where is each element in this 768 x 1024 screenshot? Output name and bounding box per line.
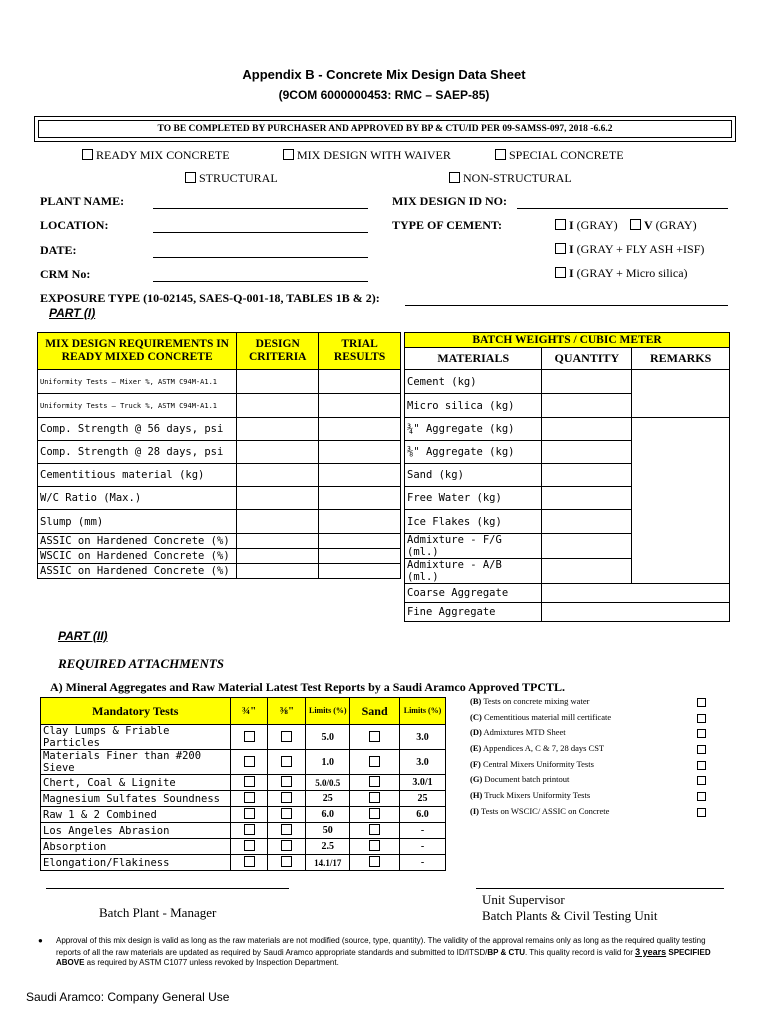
attachment-text: Cementitious material mill certificate (483, 711, 612, 722)
cement-option-micro-silica[interactable] (555, 266, 688, 281)
table-row (405, 603, 730, 622)
manager-signature-label: Batch Plant - Manager (99, 905, 217, 920)
checkbox-icon[interactable] (555, 219, 566, 230)
material-label: Fine Aggregate (405, 603, 542, 622)
list-item (470, 806, 740, 822)
material-label: Coarse Aggregate (405, 584, 542, 603)
supervisor-signature-line[interactable] (476, 888, 724, 889)
table-row (38, 418, 401, 441)
trial-result-cell[interactable] (319, 464, 401, 487)
checkbox-icon[interactable] (697, 776, 706, 785)
option-structural[interactable] (185, 171, 278, 186)
quantity-cell[interactable] (542, 559, 632, 584)
table-header-row (38, 333, 401, 370)
cement-type-label: TYPE OF CEMENT: (392, 218, 502, 232)
sand-limit: - (400, 823, 446, 839)
checkbox-icon[interactable] (555, 243, 566, 254)
trial-result-cell[interactable] (319, 441, 401, 464)
checkbox-icon[interactable] (697, 698, 706, 707)
cement-option-fly-ash[interactable] (555, 242, 704, 257)
design-criteria-cell[interactable] (237, 441, 319, 464)
cement-code: V (644, 218, 653, 232)
trial-result-cell[interactable] (319, 487, 401, 510)
cement-code: I (569, 266, 574, 280)
checkbox-icon[interactable] (281, 856, 292, 867)
coarse-limit: 5.0 (306, 725, 350, 750)
coarse-limit: 14.1/17 (306, 855, 350, 871)
checkbox-icon[interactable] (697, 808, 706, 817)
quantity-cell[interactable] (542, 603, 730, 622)
coarse-limit: 2.5 (306, 839, 350, 855)
checkbox-icon[interactable] (449, 172, 460, 183)
quantity-cell[interactable] (542, 534, 632, 559)
checkbox-icon[interactable] (281, 808, 292, 819)
row-label: Comp. Strength @ 28 days, psi (38, 441, 237, 464)
design-criteria-cell[interactable] (237, 564, 319, 579)
list-item (470, 712, 740, 728)
option-label: NON-STRUCTURAL (463, 171, 572, 185)
checkbox-icon[interactable] (369, 824, 380, 835)
cement-option-v-gray[interactable] (630, 218, 697, 233)
part-2-label: PART (II) (58, 629, 108, 643)
checkbox-icon[interactable] (697, 714, 706, 723)
column-header: Limits (%) (306, 698, 350, 725)
remarks-cell[interactable] (632, 370, 730, 418)
quantity-cell[interactable] (542, 370, 632, 394)
mandatory-tests-table (40, 697, 446, 871)
page-title: Appendix B - Concrete Mix Design Data Sheet (242, 67, 526, 82)
attachment-text: Document batch printout (484, 774, 570, 785)
design-criteria-cell[interactable] (237, 549, 319, 564)
exposure-label: EXPOSURE TYPE (10-02145, SAES-Q-001-18, TABLES 1B & 2): (40, 291, 380, 305)
option-non-structural[interactable] (449, 171, 572, 186)
trial-result-cell[interactable] (319, 394, 401, 418)
checkbox-icon[interactable] (244, 824, 255, 835)
checkbox-icon[interactable] (369, 776, 380, 787)
attachment-text: Admixtures MTD Sheet (483, 727, 566, 738)
attachment-code: (F) (470, 758, 481, 769)
required-attachments-heading: REQUIRED ATTACHMENTS (58, 656, 225, 671)
option-label: STRUCTURAL (199, 171, 278, 185)
quantity-cell[interactable] (542, 510, 632, 534)
coarse-limit: 6.0 (306, 807, 350, 823)
table-row (405, 418, 730, 441)
quantity-cell[interactable] (542, 464, 632, 487)
test-name: Materials Finer than #200 Sieve (41, 750, 231, 775)
location-label: LOCATION: (40, 218, 109, 232)
test-name: Absorption (41, 839, 231, 855)
table-row (38, 441, 401, 464)
test-name: Magnesium Sulfates Soundness (41, 791, 231, 807)
checkbox-icon[interactable] (244, 856, 255, 867)
table-row (41, 725, 446, 750)
attachment-checklist (470, 696, 740, 822)
part-1-label: PART (I) (49, 306, 96, 320)
checkbox-icon[interactable] (697, 792, 706, 801)
checkbox-icon[interactable] (281, 776, 292, 787)
column-header: Sand (350, 698, 400, 725)
note-validity: 3 years (635, 946, 667, 957)
trial-result-cell[interactable] (319, 510, 401, 534)
checkbox-icon[interactable] (281, 824, 292, 835)
checkbox-icon[interactable] (185, 172, 196, 183)
attachment-code: (B) (470, 696, 482, 706)
design-criteria-cell[interactable] (237, 394, 319, 418)
column-header: REMARKS (632, 348, 730, 370)
design-criteria-cell[interactable] (237, 464, 319, 487)
column-header: Mandatory Tests (41, 698, 231, 725)
checkbox-icon[interactable] (281, 731, 292, 742)
trial-result-cell[interactable] (319, 564, 401, 579)
checkbox-icon[interactable] (630, 219, 641, 230)
checkbox-icon[interactable] (697, 729, 706, 738)
checkbox-icon[interactable] (244, 840, 255, 851)
sand-limit: 6.0 (400, 807, 446, 823)
attachment-code: (E) (470, 743, 482, 754)
checkbox-icon[interactable] (82, 149, 93, 160)
row-label: ASSIC on Hardened Concrete (%) (38, 564, 237, 579)
test-name: Elongation/Flakiness (41, 855, 231, 871)
banner-text: TO BE COMPLETED BY PURCHASER AND APPROVED BY BP & CTU/ID PER 09-SAMSS-097, 2018 -6.6.2 (38, 120, 732, 138)
option-special[interactable] (495, 148, 624, 163)
column-header: QUANTITY (542, 348, 632, 370)
cement-desc: (GRAY) (576, 218, 618, 232)
table-row (41, 807, 446, 823)
checkbox-icon[interactable] (369, 756, 380, 767)
checkbox-icon[interactable] (697, 745, 706, 754)
attachment-code: (H) (470, 790, 483, 801)
column-header: MATERIALS (405, 348, 542, 370)
approval-note (56, 936, 726, 969)
test-name: Chert, Coal & Lignite (41, 775, 231, 791)
crm-label: CRM No: (40, 267, 91, 281)
test-name: Raw 1 & 2 Combined (41, 807, 231, 823)
attachment-text: Truck Mixers Uniformity Tests (484, 790, 591, 801)
table-row (38, 534, 401, 549)
trial-result-cell[interactable] (319, 534, 401, 549)
design-criteria-cell[interactable] (237, 370, 319, 394)
plant-name-field[interactable] (153, 208, 368, 209)
checkbox-icon[interactable] (495, 149, 506, 160)
row-label: Comp. Strength @ 56 days, psi (38, 418, 237, 441)
checkbox-icon[interactable] (697, 761, 706, 770)
design-criteria-cell[interactable] (237, 418, 319, 441)
material-label: ⅜" Aggregate (kg) (405, 441, 542, 464)
trial-result-cell[interactable] (319, 418, 401, 441)
checkbox-icon[interactable] (369, 856, 380, 867)
material-label: Free Water (kg) (405, 487, 542, 510)
cement-desc: (GRAY + FLY ASH +ISF) (576, 242, 705, 256)
checkbox-icon[interactable] (244, 808, 255, 819)
sand-limit: 3.0/1 (400, 775, 446, 791)
list-item (470, 790, 740, 806)
option-label: MIX DESIGN WITH WAIVER (297, 148, 451, 162)
design-criteria-cell[interactable] (237, 487, 319, 510)
row-label: W/C Ratio (Max.) (38, 487, 237, 510)
quantity-cell[interactable] (542, 441, 632, 464)
quantity-cell[interactable] (542, 394, 632, 418)
attachment-a-heading: A) Mineral Aggregates and Raw Material Latest Test Reports by a Saudi Aramco Approved TPCTL. (50, 680, 565, 694)
row-label: WSCIC on Hardened Concrete (%) (38, 549, 237, 564)
mix-id-label: MIX DESIGN ID NO: (392, 194, 508, 208)
note-text: as required by ASTM C1077 unless revoked by Inspection Department. (84, 958, 339, 967)
row-label: ASSIC on Hardened Concrete (%) (38, 534, 237, 549)
column-header: TRIAL RESULTS (319, 333, 401, 370)
remarks-cell[interactable] (632, 418, 730, 584)
quantity-cell[interactable] (542, 487, 632, 510)
table-row (41, 839, 446, 855)
table-header-row (41, 698, 446, 725)
manager-signature-line[interactable] (46, 888, 289, 889)
table-row (41, 775, 446, 791)
cement-option-i-gray[interactable] (555, 218, 618, 233)
list-item (470, 727, 740, 743)
attachment-text: Central Mixers Uniformity Tests (482, 758, 594, 769)
row-label: Uniformity Tests – Mixer %, ASTM C94M-A1.1 (38, 370, 237, 394)
option-ready-mix[interactable] (82, 148, 230, 163)
sand-limit: 25 (400, 791, 446, 807)
row-label: Slump (mm) (38, 510, 237, 534)
design-criteria-cell[interactable] (237, 534, 319, 549)
batch-weights-table (404, 332, 730, 622)
trial-result-cell[interactable] (319, 549, 401, 564)
sand-limit: - (400, 855, 446, 871)
location-field[interactable] (153, 232, 368, 233)
table-header-row (405, 348, 730, 370)
cement-desc: (GRAY) (655, 218, 697, 232)
coarse-limit: 5.0/0.5 (306, 775, 350, 791)
trial-result-cell[interactable] (319, 370, 401, 394)
material-label: Ice Flakes (kg) (405, 510, 542, 534)
attachment-text: Appendices A, C & 7, 28 days CST (483, 743, 605, 754)
cement-code: I (569, 218, 574, 232)
cement-code: I (569, 242, 574, 256)
sand-limit: 3.0 (400, 725, 446, 750)
option-label: SPECIAL CONCRETE (509, 148, 624, 162)
column-header: MIX DESIGN REQUIREMENTS IN READY MIXED CONCRETE (38, 333, 237, 370)
attachment-code: (C) (470, 711, 482, 722)
table-row (38, 394, 401, 418)
checkbox-icon[interactable] (244, 776, 255, 787)
table-row (38, 549, 401, 564)
attachment-code: (I) (470, 805, 479, 816)
exposure-field[interactable] (405, 305, 728, 306)
checkbox-icon[interactable] (369, 731, 380, 742)
quantity-cell[interactable] (542, 584, 730, 603)
option-label: READY MIX CONCRETE (96, 148, 230, 162)
table-row (41, 855, 446, 871)
note-text: . This quality record is valid for (524, 947, 636, 957)
banner-box (34, 116, 736, 142)
table-row (41, 823, 446, 839)
supervisor-unit: Batch Plants & Civil Testing Unit (482, 908, 658, 923)
list-item (470, 774, 740, 790)
batch-weights-header: BATCH WEIGHTS / CUBIC METER (405, 333, 730, 348)
checkbox-icon[interactable] (244, 756, 255, 767)
crm-field[interactable] (153, 281, 368, 282)
coarse-limit: 50 (306, 823, 350, 839)
attachment-code: (G) (470, 774, 483, 785)
page-subtitle: (9COM 6000000453: RMC – SAEP-85) (278, 88, 490, 102)
material-label: Cement (kg) (405, 370, 542, 394)
table-row (38, 564, 401, 579)
option-mix-waiver[interactable] (283, 148, 451, 163)
table-row (38, 510, 401, 534)
column-header: ⅜" (268, 698, 306, 725)
row-label: Cementitious material (kg) (38, 464, 237, 487)
table-row (41, 750, 446, 775)
row-label: Uniformity Tests – Truck %, ASTM C94M-A1.1 (38, 394, 237, 418)
design-criteria-cell[interactable] (237, 510, 319, 534)
coarse-limit: 25 (306, 791, 350, 807)
coarse-limit: 1.0 (306, 750, 350, 775)
sand-limit: - (400, 839, 446, 855)
note-emphasis: BP & CTU (487, 947, 525, 957)
note-emphasis: SPECIFIED ABOVE (56, 947, 711, 967)
checkbox-icon[interactable] (283, 149, 294, 160)
quantity-cell[interactable] (542, 418, 632, 441)
date-field[interactable] (153, 257, 368, 258)
list-item (470, 759, 740, 775)
date-label: DATE: (40, 243, 77, 257)
material-label: Admixture - F/G (ml.) (405, 534, 542, 559)
checkbox-icon[interactable] (281, 840, 292, 851)
table-row (405, 370, 730, 394)
note-text: Approval of this mix design is valid as long as the raw materials are not modified (source, type, quantity). The validity of the approval remains only as long as the required quality testing reports of all the raw materials are updated as required by Saudi Aramco appropriate standards and submitted to ID/ITSD/ (56, 936, 706, 957)
checkbox-icon[interactable] (244, 792, 255, 803)
checkbox-icon[interactable] (281, 792, 292, 803)
table-row (405, 584, 730, 603)
attachment-code: (D) (470, 727, 482, 738)
bullet-icon: ● (38, 936, 43, 945)
mix-requirements-table (37, 332, 401, 579)
mix-id-field[interactable] (517, 208, 728, 209)
material-label: Sand (kg) (405, 464, 542, 487)
checkbox-icon[interactable] (244, 731, 255, 742)
sand-limit: 3.0 (400, 750, 446, 775)
checkbox-icon[interactable] (369, 792, 380, 803)
list-item (470, 743, 740, 759)
table-row (38, 464, 401, 487)
material-label: ¾" Aggregate (kg) (405, 418, 542, 441)
attachment-text: Tests on concrete mixing water (483, 696, 590, 706)
table-header-row (405, 333, 730, 348)
table-row (41, 791, 446, 807)
checkbox-icon[interactable] (281, 756, 292, 767)
attachment-text: Tests on WSCIC/ ASSIC on Concrete (480, 805, 610, 816)
column-header: Limits (%) (400, 698, 446, 725)
list-item (470, 696, 740, 712)
material-label: Admixture - A/B (ml.) (405, 559, 542, 584)
table-row (38, 487, 401, 510)
table-row (38, 370, 401, 394)
checkbox-icon[interactable] (369, 840, 380, 851)
test-name: Los Angeles Abrasion (41, 823, 231, 839)
checkbox-icon[interactable] (555, 267, 566, 278)
test-name: Clay Lumps & Friable Particles (41, 725, 231, 750)
column-header: DESIGN CRITERIA (237, 333, 319, 370)
plant-name-label: PLANT NAME: (40, 194, 125, 208)
footer-classification: Saudi Aramco: Company General Use (26, 990, 230, 1004)
column-header: ¾" (230, 698, 268, 725)
supervisor-title: Unit Supervisor (482, 892, 565, 907)
cement-desc: (GRAY + Micro silica) (576, 266, 688, 280)
checkbox-icon[interactable] (369, 808, 380, 819)
material-label: Micro silica (kg) (405, 394, 542, 418)
